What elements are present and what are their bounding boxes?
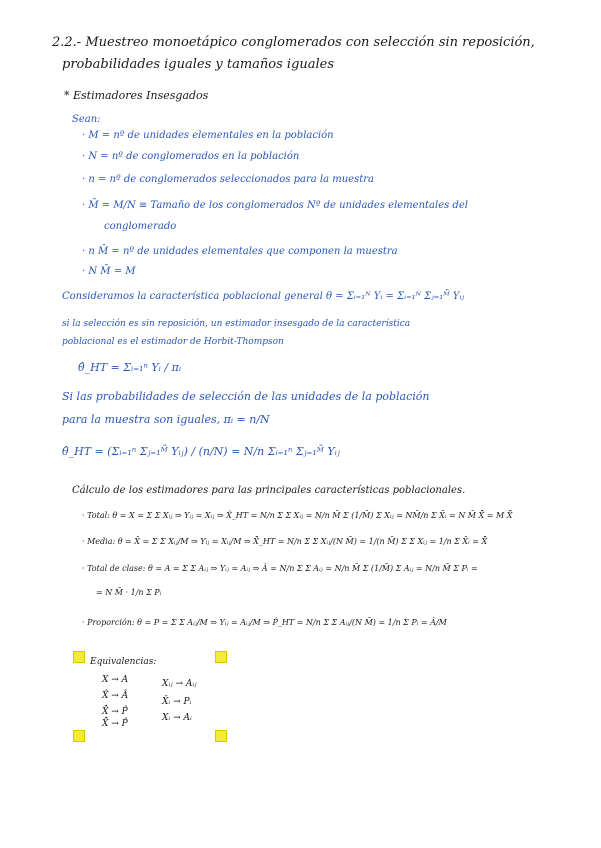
equivalence-left: X̄̂ → P̂ [102, 719, 128, 729]
equal-probability-formula: θ̂_HT = (Σᵢ₌₁ⁿ Σⱼ₌₁ᴹ̄ Yᵢⱼ) / (n/N) = N/n Σᵢ₌₁ⁿ Σⱼ₌₁ᴹ̄ Yᵢⱼ [62, 445, 340, 458]
section-heading-line-2: probabilidades iguales y tamaños iguales [62, 57, 335, 72]
definition-item: · n = nº de conglomerados seleccionados para la muestra [82, 174, 374, 185]
horvitz-thompson-formula: θ̂_HT = Σᵢ₌₁ⁿ Yᵢ / πᵢ [78, 361, 182, 374]
estimator-total: · Total: θ = X = Σ Σ Xᵢⱼ ⇒ Yᵢⱼ = Xᵢⱼ ⇒ X̂_HT = N/n Σ Σ Xᵢⱼ = N/n M̄ Σ (1/M̄) Σ Xᵢⱼ = NM̄/n Σ X̄ᵢ = N M̄ X̄̂ = M X̄̂ [82, 511, 513, 520]
definition-item: · M̄ = M/N ≡ Tamaño de los conglomerados Nº de unidades elementales del [82, 200, 468, 211]
horvitz-thompson-text-2: poblacional es el estimador de Horbit-Thompson [62, 337, 284, 347]
definitions-intro: Sean: [72, 114, 101, 125]
highlight-marker-top-right [215, 651, 227, 663]
characteristic-text: Consideramos la característica poblacional general θ = Σᵢ₌₁ᴺ Yᵢ = Σᵢ₌₁ᴺ Σⱼ₌₁ᴹ̄ Yᵢⱼ [62, 291, 465, 302]
equal-probability-text-1: Si las probabilidades de selección de las unidades de la población [62, 390, 430, 403]
definition-item: · n M̄ = nº de unidades elementales que componen la muestra [82, 246, 398, 257]
definition-item-continued: conglomerado [104, 221, 177, 232]
estimator-proportion: · Proporción: θ = P = Σ Σ Aᵢⱼ/M ⇒ Yᵢⱼ = Aᵢⱼ/M ⇒ P̂_HT = N/n Σ Σ Aᵢⱼ/(N M̄) = 1/n Σ Pᵢ = Â/M [82, 618, 447, 627]
definition-item: · M = nº de unidades elementales en la población [82, 130, 334, 141]
highlight-marker-top-left [73, 651, 85, 663]
highlight-marker-bottom-right [215, 730, 227, 742]
equivalence-right: Xᵢ → Aᵢ [162, 713, 192, 723]
equal-probability-text-2: para la muestra son iguales, πᵢ = n/N [62, 413, 270, 426]
equivalence-right: Xᵢⱼ → Aᵢⱼ [162, 679, 197, 689]
equivalence-left: X̄̂ → P̂ [102, 707, 128, 717]
estimator-class-total-2: = N M̄ · 1/n Σ Pᵢ [96, 588, 162, 597]
subheading: * Estimadores Insesgados [64, 89, 209, 102]
equivalence-left: X̂ → Â [102, 691, 129, 701]
horvitz-thompson-text-1: si la selección es sin reposición, un estimador insesgado de la característica [62, 319, 411, 329]
equivalence-left: X → A [102, 675, 129, 685]
estimators-intro: Cálculo de los estimadores para las principales características poblacionales. [72, 485, 466, 496]
definition-item: · N M̄ = M [82, 266, 136, 277]
equivalences-title: Equivalencias: [90, 657, 157, 667]
equivalence-right: X̄ᵢ → Pᵢ [162, 697, 192, 707]
definition-item: · N = nº de conglomerados en la población [82, 151, 300, 162]
section-heading-line-1: 2.2.- Muestreo monoetápico conglomerados con selección sin reposición, [52, 35, 535, 50]
estimator-class-total-1: · Total de clase: θ = A = Σ Σ Aᵢⱼ ⇒ Yᵢⱼ = Aᵢⱼ ⇒ Â = N/n Σ Σ Aᵢⱼ = N/n M̄ Σ (1/M̄) Σ Aᵢⱼ = N/n M̄ Σ Pᵢ = [82, 564, 478, 573]
highlight-marker-bottom-left [73, 730, 85, 742]
estimator-mean: · Media: θ = X̄ = Σ Σ Xᵢⱼ/M ⇒ Yᵢⱼ = Xᵢⱼ/M ⇒ X̄̂_HT = N/n Σ Σ Xᵢⱼ/(N M̄) = 1/(n M̄) Σ Σ Xᵢⱼ = 1/n Σ X̄ᵢ = X̄̂ [82, 537, 488, 546]
